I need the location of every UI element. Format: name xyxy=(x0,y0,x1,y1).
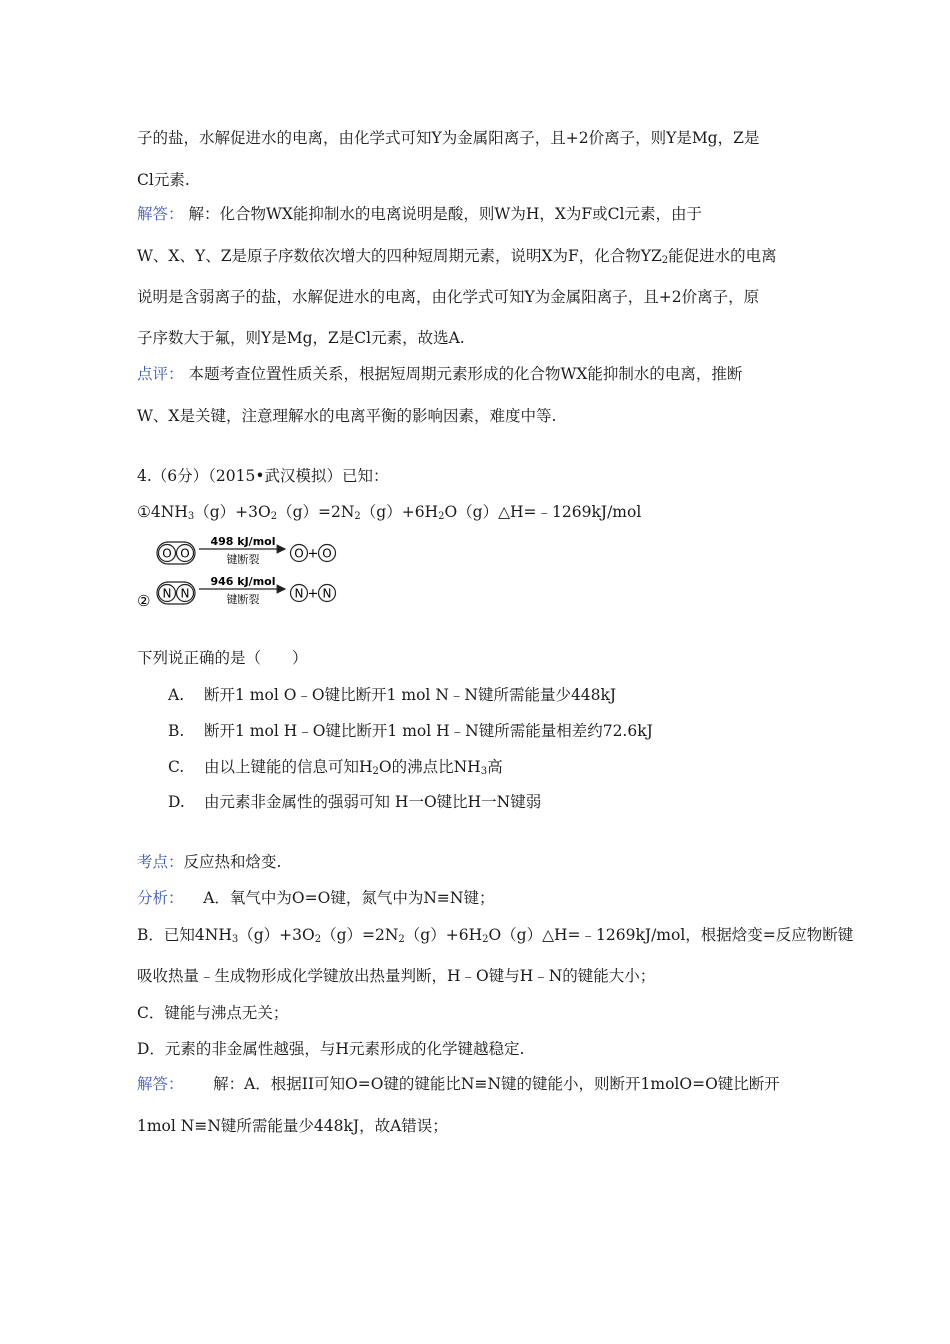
question-header: 4.（6分）（2015•武汉模拟）已知： xyxy=(137,467,389,485)
svg-text:+: + xyxy=(307,546,319,562)
atom-label: N xyxy=(180,586,190,601)
atom-label: N xyxy=(162,586,172,601)
text-line: W、X是关键，注意理解水的电离平衡的影响因素，难度中等. xyxy=(137,407,557,425)
svg-text:+: + xyxy=(307,586,319,602)
atom-label: O xyxy=(180,546,190,561)
solution-line: 解答： 解：化合物WX能抑制水的电离说明是酸，则W为H，X为F或Cl元素，由于 xyxy=(137,205,702,223)
text-line: W、X、Y、Z是原子序数依次增大的四种短周期元素，说明X为F，化合物$YZ_2$能促进水的电离 xyxy=(137,247,777,266)
option-letter: B. xyxy=(168,722,185,740)
bond-break-label: 键断裂 xyxy=(226,553,260,566)
question-stem: 下列说正确的是（ ） xyxy=(137,649,308,667)
diagram-row-nitrogen xyxy=(157,575,336,606)
comment-label: 点评： xyxy=(137,365,184,383)
bond-energy: 946 kJ/mol xyxy=(210,575,276,588)
option-letter: A. xyxy=(168,686,185,704)
diagram-row-oxygen xyxy=(157,535,336,566)
svg-text:O: O xyxy=(294,546,304,561)
svg-text:N: N xyxy=(294,586,304,601)
kaodian-line: 考点：反应热和焓变. xyxy=(137,853,282,871)
text-line: Cl元素. xyxy=(137,171,190,189)
jieda-cont: 1mol N≡N键所需能量少448kJ，故A错误； xyxy=(137,1117,448,1135)
option-letter: D. xyxy=(168,793,185,811)
text-line: 子序数大于氟，则Y是Mg，Z是Cl元素，故选A. xyxy=(137,329,465,347)
option-letter: C. xyxy=(168,758,185,776)
option-d[interactable]: D. 由元素非金属性的强弱可知 H一O键比H一N键弱 xyxy=(168,793,542,811)
atom-label: O xyxy=(162,546,172,561)
analysis-b-cont: 吸收热量﹣生成物形成化学键放出热量判断，H﹣O键与H﹣N的键能大小； xyxy=(137,967,656,985)
analysis-d: D．元素的非金属性越强，与H元素形成的化学键越稳定. xyxy=(137,1040,525,1058)
jieda-label: 解答： xyxy=(137,1075,184,1093)
bond-diagram xyxy=(137,532,357,612)
solution-label: 解答： xyxy=(137,205,184,223)
bond-energy: 498 kJ/mol xyxy=(210,535,276,548)
fenxi-label: 分析： xyxy=(137,889,184,907)
text-line: 说明是含弱离子的盐，水解促进水的电离，由化学式可知Y为金属阳离子，且+2价离子，原 xyxy=(137,288,760,306)
comment-line: 点评： 本题考查位置性质关系，根据短周期元素形成的化合物WX能抑制水的电离，推断 xyxy=(137,365,743,383)
option-a[interactable]: A. 断开1 mol O﹣O键比断开1 mol N﹣N键所需能量少448kJ xyxy=(168,686,617,704)
analysis-c: C．键能与沸点无关； xyxy=(137,1004,289,1022)
analysis-b: B．已知$4NH_3(g)+3O_2(g)=2N_2(g)+6H_2O(g)\triangle H=﹣1269kJ$/mol，根据焓变=反应物断键 xyxy=(137,926,854,945)
svg-text:O: O xyxy=(322,546,332,561)
option-c[interactable]: C. 由以上键能的信息可知$H_2O$的沸点比$NH_3$高 xyxy=(168,758,503,777)
kaodian-label: 考点： xyxy=(137,853,184,871)
text-line: 子的盐，水解促进水的电离，由化学式可知Y为金属阳离子，且+2价离子，则Y是Mg，Z是 xyxy=(137,129,760,147)
diagram-number: ② xyxy=(137,592,151,610)
jieda-line: 解答： 解：A．根据II可知O=O键的键能比N≡N键的键能小，则断开1molO=O键比断开 xyxy=(137,1075,780,1093)
svg-text:N: N xyxy=(322,586,332,601)
fenxi-line: 分析： A．氧气中为O=O键，氮气中为N≡N键； xyxy=(137,889,495,907)
equation-1: $①4NH_3(g)+3O_2(g)=2N_2(g)+6H_2O(g)\triangle H=﹣1269kJ$/mol xyxy=(137,503,642,522)
option-b[interactable]: B. 断开1 mol H﹣O键比断开1 mol H﹣N键所需能量相差约72.6kJ xyxy=(168,722,653,740)
bond-break-label: 键断裂 xyxy=(226,593,260,606)
